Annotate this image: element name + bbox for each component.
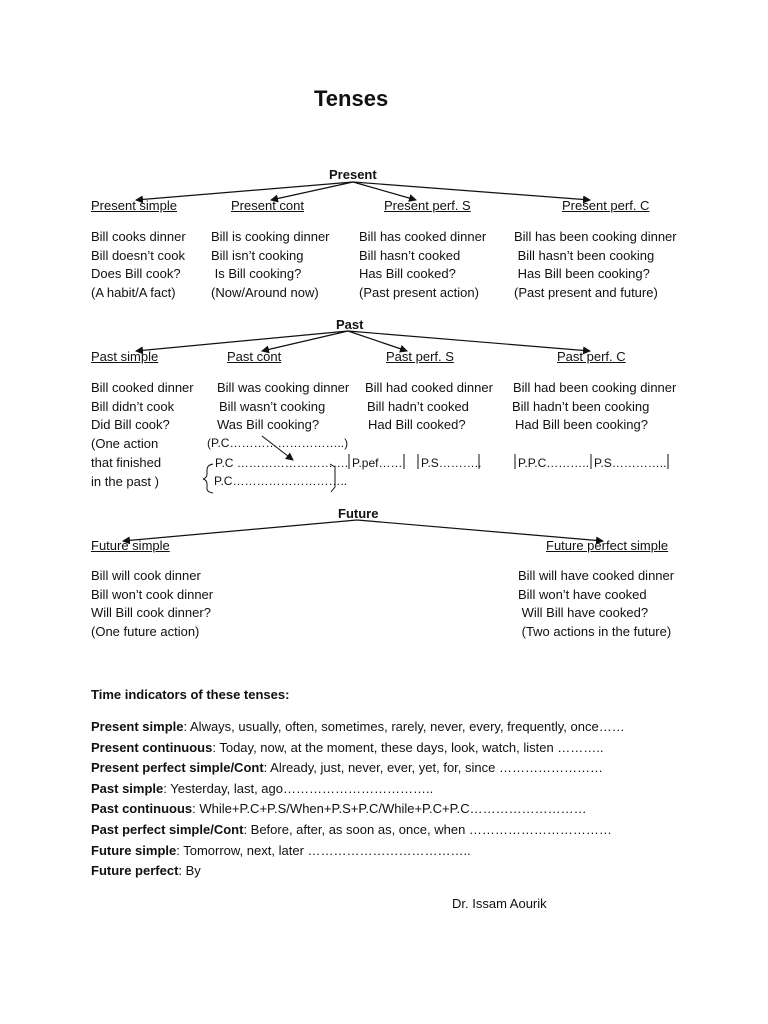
pc-line-2: P.C……………………….. bbox=[214, 474, 348, 488]
indicator-term: Future simple bbox=[91, 842, 177, 858]
pc-brace bbox=[203, 464, 213, 493]
ps-label-2: P.S………….. bbox=[594, 456, 667, 470]
past-arrow-perfc bbox=[348, 331, 590, 351]
indicator-text: : Yesterday, last, ago…………………………….. bbox=[163, 780, 434, 796]
example-line: Bill has cooked dinner bbox=[359, 229, 487, 244]
present-perf-s-examples bbox=[359, 228, 486, 303]
page-title: Tenses bbox=[314, 86, 389, 111]
example-line: Bill has been cooking dinner bbox=[514, 229, 677, 244]
example-line: in the past ) bbox=[91, 473, 159, 489]
ps-label-1: P.S……….. bbox=[421, 456, 482, 470]
example-line: (Now/Around now) bbox=[211, 285, 319, 301]
past-perf-s-label: Past perf. S bbox=[386, 349, 454, 364]
future-heading: Future bbox=[338, 506, 379, 521]
indicators-heading: Time indicators of these tenses: bbox=[91, 687, 290, 702]
indicator-term: Past continuous bbox=[91, 801, 193, 817]
example-line: Bill cooked dinner bbox=[91, 380, 194, 395]
indicator-item bbox=[91, 799, 625, 820]
present-simple-examples bbox=[91, 228, 186, 303]
past-perf-c-examples bbox=[512, 379, 676, 435]
indicator-item bbox=[91, 738, 625, 759]
future-perfect-examples bbox=[518, 567, 674, 642]
ppc-label: P.P.C……….. bbox=[518, 456, 589, 470]
example-line: (A habit/A fact) bbox=[91, 285, 176, 301]
example-line: that finished bbox=[91, 454, 162, 470]
indicator-term: Past simple bbox=[91, 780, 164, 796]
present-cont-examples bbox=[211, 228, 330, 303]
example-line: Bill hadn’t been cooking bbox=[512, 398, 650, 414]
example-line: Did Bill cook? bbox=[91, 417, 170, 433]
example-line: Bill won’t cook dinner bbox=[91, 586, 214, 602]
indicator-item bbox=[91, 758, 625, 779]
example-line: Has Bill been cooking? bbox=[514, 266, 650, 282]
example-line: Had Bill been cooking? bbox=[515, 417, 648, 433]
example-line: (One future action) bbox=[91, 624, 200, 640]
example-line: (One action bbox=[91, 436, 159, 452]
indicator-term: Present simple bbox=[91, 719, 184, 734]
indicator-text: : Already, just, never, ever, yet, for, since …………………… bbox=[263, 760, 603, 776]
present-perf-c-examples bbox=[514, 228, 677, 303]
indicator-item bbox=[91, 779, 625, 800]
indicator-term: Future perfect bbox=[91, 863, 179, 879]
example-line: (Past present action) bbox=[359, 285, 479, 301]
example-line: Bill cooks dinner bbox=[91, 229, 186, 244]
indicator-text: : Always, usually, often, sometimes, rarely, never, every, frequently, once…… bbox=[183, 719, 625, 734]
indicator-text: : By bbox=[178, 863, 201, 879]
example-line: Bill hasn’t been cooking bbox=[514, 247, 655, 263]
past-cont-examples bbox=[217, 379, 349, 435]
indicator-text: : Before, after, as soon as, once, when …………………………… bbox=[243, 821, 612, 837]
past-heading: Past bbox=[336, 317, 364, 332]
example-line: Bill won’t have cooked bbox=[518, 586, 647, 602]
past-cont-label: Past cont bbox=[227, 349, 282, 364]
example-line: Is Bill cooking? bbox=[211, 266, 302, 282]
future-simple-examples bbox=[91, 567, 213, 642]
indicator-item bbox=[91, 861, 625, 882]
indicator-term: Present continuous bbox=[91, 739, 213, 755]
indicator-text: : Today, now, at the moment, these days, look, watch, listen ……….. bbox=[212, 739, 604, 755]
indicator-text: : While+P.C+P.S/When+P.S+P.C/While+P.C+P.C……………………… bbox=[192, 801, 587, 817]
future-simple-label: Future simple bbox=[91, 538, 170, 553]
example-line: Bill was cooking dinner bbox=[217, 380, 350, 395]
pc-line-1: P.C ………………………. bbox=[215, 456, 349, 470]
example-line: Had Bill cooked? bbox=[368, 417, 466, 433]
example-line: Bill hadn’t cooked bbox=[367, 398, 469, 414]
present-cont-label: Present cont bbox=[231, 198, 304, 213]
example-line: Bill doesn’t cook bbox=[91, 247, 185, 263]
present-heading: Present bbox=[329, 167, 377, 182]
example-line: Bill will have cooked dinner bbox=[518, 568, 675, 583]
indicator-term: Present perfect simple/Cont bbox=[91, 760, 264, 776]
indicator-item bbox=[91, 717, 625, 738]
pc-paren-label: (P.C………………………..) bbox=[207, 436, 349, 450]
past-perf-c-label: Past perf. C bbox=[557, 349, 626, 364]
example-line: (Two actions in the future) bbox=[518, 624, 672, 640]
indicator-term: Past perfect simple/Cont bbox=[91, 821, 244, 837]
example-line: Will Bill have cooked? bbox=[518, 605, 649, 621]
example-line: Was Bill cooking? bbox=[217, 417, 320, 433]
example-line: Bill hasn’t cooked bbox=[359, 247, 461, 263]
example-line: Bill had been cooking dinner bbox=[513, 380, 677, 395]
example-line: (Past present and future) bbox=[514, 285, 658, 301]
past-simple-examples bbox=[91, 379, 194, 491]
present-perf-c-label: Present perf. C bbox=[562, 198, 650, 213]
example-line: Has Bill cooked? bbox=[359, 266, 456, 282]
example-line: Bill didn’t cook bbox=[91, 398, 175, 414]
indicator-text: : Tomorrow, next, later ……………………………….. bbox=[176, 842, 471, 858]
indicators-list bbox=[91, 717, 625, 882]
example-line: Will Bill cook dinner? bbox=[91, 605, 211, 621]
indicator-item bbox=[91, 841, 625, 862]
example-line: Does Bill cook? bbox=[91, 266, 181, 282]
past-simple-label: Past simple bbox=[91, 349, 159, 364]
example-line: Bill had cooked dinner bbox=[365, 380, 493, 395]
example-line: Bill will cook dinner bbox=[91, 568, 201, 583]
example-line: Bill isn’t cooking bbox=[211, 247, 304, 263]
indicator-item bbox=[91, 820, 625, 841]
past-perf-s-examples bbox=[365, 379, 493, 435]
example-line: Bill is cooking dinner bbox=[211, 229, 330, 244]
example-line: Bill wasn’t cooking bbox=[219, 398, 326, 414]
future-perfect-label: Future perfect simple bbox=[546, 538, 669, 553]
present-simple-label: Present simple bbox=[91, 198, 177, 213]
author-signature: Dr. Issam Aourik bbox=[452, 896, 547, 911]
ppef-label: P.pef…… bbox=[352, 456, 403, 470]
present-perf-s-label: Present perf. S bbox=[384, 198, 471, 213]
